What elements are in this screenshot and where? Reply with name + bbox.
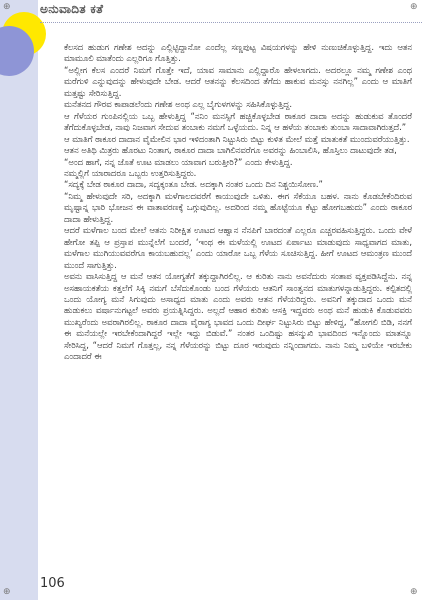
paragraph: ಆ ಮಾತಿಗೆ ಠಾಕೂರ ದಾದಾನ ವೈಮೇಲಿನ ಭಾರ ಇಳಿದಂತಾಗಿ ನಿಟ್ಟುಸಿರು ಬಿಟ್ಟು ಕುಳಿತ ಮೇಲೆ ಮತ್ತೆ ಮಾತುಕತೆ ಮುಂದುವರೆಯುತ್ತಿತ್ತು. <box>64 133 410 144</box>
crop-mark-icon: ⊕ <box>410 587 418 597</box>
crop-mark-icon: ⊕ <box>3 2 11 12</box>
paragraph: “ಅಂದ ಹಾಗೆ, ನನ್ನ ಜೊತೆ ಊಟ ಮಾಡಲು ಯಾವಾಗ ಬರುತ್ತೀರಿ?” ಎಂದು ಕೇಳುತ್ತಿದ್ದ. <box>64 156 293 167</box>
header-dotted-rule <box>40 22 422 23</box>
paragraph: ಆ ಗೆಳೆಯರ ಗುಂಪಿನಲ್ಲಿಯ ಒಬ್ಬ ಹೇಳುತ್ತಿದ್ದ “ನನಿಂ ಮನಸ್ಸಿಗೆ ಹಚ್ಚಿಕೊಳ್ಳಬೇಡ ಠಾಕೂರ ದಾದಾ ಅದನ್ನು ಹುಡುಕುವ ತೊಂದರೆ ತೆಗೆದುಕೊಳ್ಳಬೇಡ, ನಾವು ನಿಜವಾಗ ಸೇದುವ ತಂಬಾಕು ನಮಗೆ ಒಳ್ಳೆಯದು. ನಿನ್ನ ಆ ಹಳೆಯ ತಂಬಾಕು ತುಂಬಾ ಸಾದಾವಾಗಿರುತ್ತದೆ.” <box>64 110 412 133</box>
paragraph: ಆತನ ಅತಿಥಿ ಮಿತ್ರರು ಹೊರಟು ನಿಂತಾಗ, ಠಾಕೂರ ದಾದಾ ಬಾಗಿಲಿನವರೆಗೂ ಅವರನ್ನು ಹಿಂಬಾಲಿಸಿ, ಹೊಸ್ತಿಲು ದಾಟುವುದೇ ತಡ, <box>64 145 397 156</box>
running-header-title: ಅನುವಾದಿತ ಕತೆ <box>40 2 104 16</box>
crop-mark-icon: ⊕ <box>410 2 418 12</box>
paragraph: ಆದರೆ ಮಳೆಗಾಲ ಬಂದ ಮೇಲೆ ಆತನು ನಿರೀಕ್ಷಿತ ಊಟದ ಆಹ್ವಾನ ನೆನಪಿಗೆ ಬಾರದಂತೆ ಎಲ್ಲರೂ ಎಚ್ಚರವಹಿಸುತ್ತಿದ್ದರು. ಒಂದು ವೇಳೆ ಹೇಗೋ ತಪ್ಪಿ ಆ ಪ್ರಸ್ತಾಪ ಮುನ್ನೆಲೆಗೆ ಬಂದರೆ, ‘ಇಂಥ ಈ ಮಳೆಯಲ್ಲಿ ಊಟದ ಏರ್ಪಾಟು ಮಾಡುವುದು ಸಾಧ್ಯವಾಗದ ಮಾತು, ಮಳೆಗಾಲ ಮುಗಿಯುವವರೆಗೂ ಕಾಯಬಹುದಲ್ಲ’ ಎಂದು ಯಾರೋ ಒಬ್ಬ ಗೆಳೆಯ ಸೂಚಿಸುತ್ತಿದ್ದ. ಹೀಗೆ ಊಟದ ಆಮಂತ್ರಣ ಮುಂದೆ ಮುಂದೆ ಸಾಗುತ್ತಿತ್ತು. <box>64 225 412 270</box>
paragraph: ಮನೆತನದ ಗೌರವ ಕಾಪಾಡಲೆಂದು ಗಣೇಶ ಅಂಥ ಎಲ್ಲ ಬೈಗುಳಗಳನ್ನು ಸಹಿಸಿಕೊಳ್ಳುತ್ತಿದ್ದ. <box>64 99 293 110</box>
page-number: 106 <box>40 576 65 591</box>
paragraph: “ಸದ್ಯಕ್ಕೆ ಬೇಡ ಠಾಕೂರ ದಾದಾ, ಸದ್ಯಕ್ಕಂತೂ ಬೇಡ. ಅದಕ್ಕಾಗಿ ನಂತರ ಒಂದು ದಿನ ನಿಶ್ಚಯಿಸೋಣ.” <box>64 179 323 190</box>
paragraph: “ನಿಮ್ಮ ಹೇಳುವುದೇ ಸರಿ, ಅದಕ್ಕಾಗಿ ಮಳೆಗಾಲದವರೆಗೆ ಕಾಯುವುದೇ ಒಳಿತು. ಈಗ ಸೆಕೆಯೂ ಬಹಳ. ನಾನು ಕೊಡಬೇಕೆಂದಿರುವ ಮೃಷ್ಟಾನ್ನ ಭಾರಿ ಭೋಜನ ಈ ವಾತಾವರಣಕ್ಕೆ ಒಗ್ಗುವುದಿಲ್ಲ. ಅದರಿಂದ ನಮ್ಮ ಹೊಟ್ಟೆಯೂ ಕೆಟ್ಟು ಹೋಗಬಹುದು” ಎಂದು ಠಾಕೂರ ದಾದಾ ಹೇಳುತ್ತಿದ್ದ. <box>64 190 412 224</box>
crop-mark-icon: ⊕ <box>3 587 11 597</box>
paragraph: ಕೆಲಸದ ಹುಡುಗ ಗಣೇಶ ಅದನ್ನು ಎಲ್ಲಿಟ್ಟಿದ್ದಾನೋ ಎಂದೆಲ್ಲ ಸಣ್ಣಪುಟ್ಟ ವಿಷಯಗಳನ್ನು ಹೇಳಿ ನುಣುಚಿಕೊಳ್ಳುತ್ತಿದ್ದ. ಇದು ಆತನ ಮಾಮೂಲಿ ಮಾತೆಂದು ಎಲ್ಲರಿಗೂ ಗೊತ್ತಿತ್ತು. <box>64 42 412 64</box>
body-text <box>64 42 412 562</box>
paragraph: ಅವನು ವಾಸಿಸುತ್ತಿದ್ದ ಆ ಮನೆ ಆತನ ಯೋಗ್ಯತೆಗೆ ತಕ್ಕುದ್ದಾಗಿರಲಿಲ್ಲ. ಆ ಕುರಿತು ನಾನು ಅವನೆದುರು ಸಂತಾಪ ವ್ಯಕ್ತಪಡಿಸಿದ್ದೆನು. ನನ್ನ ಅಸಹಾಯಕತೆಯ ಕತ್ತಲೆಗೆ ಸಿಕ್ಕಿ ನಮಗೆ ಬೆಸೆದುಕೊಂಡು ಬಂದ ಗೆಳೆಯರು ಆತನಿಗೆ ಸಾಂತ್ವನದ ಮಾತುಗಳನ್ನಾಡುತ್ತಿದ್ದರು. ಕಲ್ಪಿತದಲ್ಲಿ ಒಂದು ಯೋಗ್ಯ ಮನೆ ಸಿಗುವುದು ಅಸಾಧ್ಯದ ಮಾತು ಎಂದು ಅವರು ಆತನ ಗೆಳೆಯರಿದ್ದರು. ಅವನಿಗೆ ತಕ್ಕುದಾದ ಒಂದು ಮನೆ ಹುಡುಕಲು ವರ್ಷಾನುಗಟ್ಟಲೆ ಅವರು ಪ್ರಯತ್ನಿಸಿದ್ದರು. ಅಲ್ಲದೆ ಆಹಾರ ಕುರಿತು ಆಸಕ್ತಿ ಇದ್ದವರು ಅಂಥ ಮನೆ ಹುಡುಕಿ ಕೊಡುವವರು ಮುಖ್ಯರೆಂದು ಅವರಾಗಿರಲಿಲ್ಲ. ಠಾಕೂರ ದಾದಾ ವೈರಾಗ್ಯ ಭಾವದ ಒಂದು ದೀರ್ಘ ನಿಟ್ಟುಸಿರು ಬಿಟ್ಟು ಹೇಳಿದ್ದ, “ಹೋಗಲಿ ಬಿಡಿ, ನನಗೆ ಈ ಮನೆಯಲ್ಲೇ ಇರಬೇಕೆಂದಾಗಿದ್ದರೆ ಇಲ್ಲೇ ಇದ್ದು ಬಿಡುವೆ.” ನಂತರ ಒಂದಿಷ್ಟು ಹಸನ್ಮುಖಿ ಭಾವದಿಂದ ಇನ್ನೊಂದು ಮಾತನ್ನೂ ಸೇರಿಸಿದ್ದ, “ಆದರೆ ನಿಮಗೆ ಗೊತ್ತಲ್ಲ, ನನ್ನ ಗೆಳೆಯರನ್ನು ಬಿಟ್ಟು ದೂರ ಇರುವುದು ನನ್ನಿಂದಾಗದು. ನಾನು ನಿಮ್ಮ ಬಳಿಯೇ ಇರಬೇಕು ಎಂದಾದರೆ ಈ <box>64 271 412 362</box>
paragraph: “ಅಲ್ಲೀಗ ಕೆಲಸ ಎಂದರೆ ನಿಮಗೆ ಗೊತ್ತೇ ಇದೆ, ಯಾವ ಸಾಮಾನು ಎಲ್ಲಿದ್ದಾರೊ ಹೇಳಲಾಗದು. ಅದರಲ್ಲೂ ನಮ್ಮ ಗಣೇಶ ಎಂಥ ಮರೆಗುಳಿ ಎನ್ನುವುದನ್ನು ಹೇಳುವುದೇ ಬೇಡ. ಆದರೆ ಆತನನ್ನು ಕೆಲಸದಿಂದ ತೆಗೆದು ಹಾಕುವ ಮನಸ್ಸು ನನಗಿಲ್ಲ” ಎಂದು ಆ ಮಾತಿಗೆ ಮತ್ತಷ್ಟು ಸೇರಿಸುತ್ತಿದ್ದ. <box>64 64 412 98</box>
page-side-margin <box>0 0 38 600</box>
paragraph: ನಮ್ಮಲ್ಲಿಗೆ ಯಾರಾದರೂ ಒಬ್ಬರು ಉತ್ತರಿಸುತ್ತಿದ್ದರು. <box>64 167 197 178</box>
